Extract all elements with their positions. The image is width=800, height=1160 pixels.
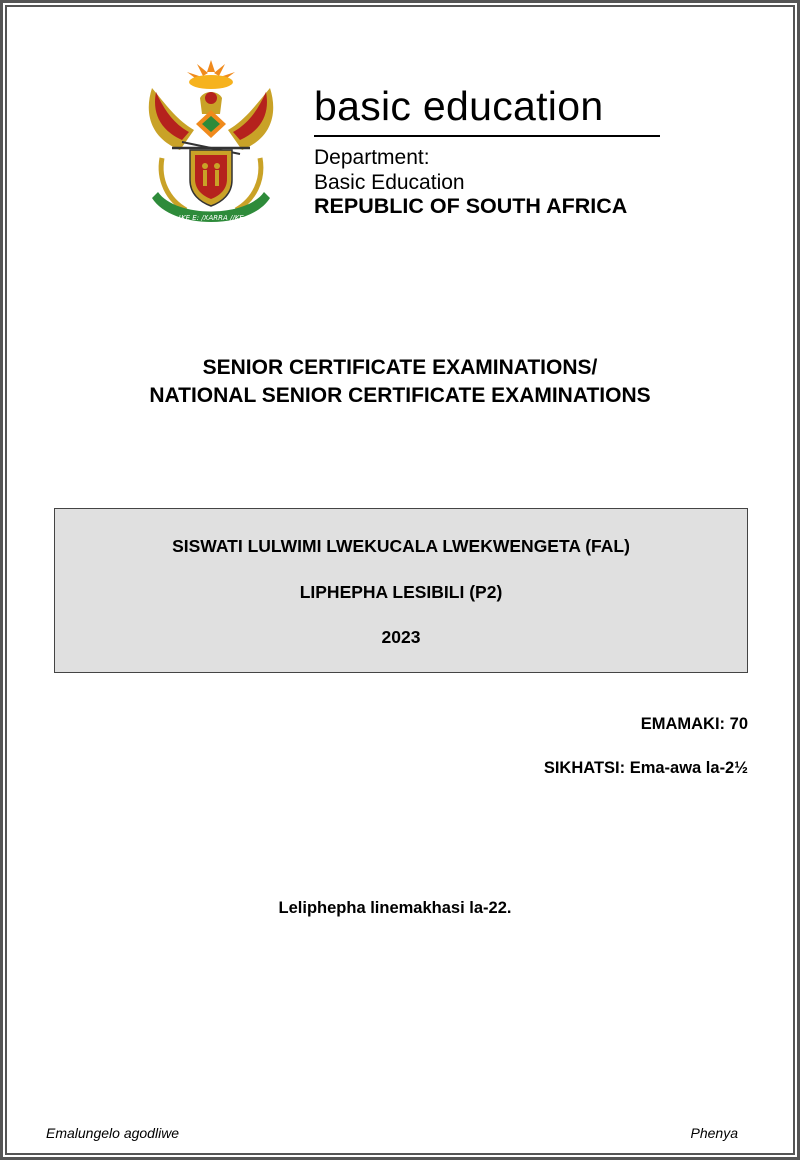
coat-of-arms-icon: [142, 58, 280, 228]
exam-year: 2023: [381, 627, 421, 647]
country-name: REPUBLIC OF SOUTH AFRICA: [314, 194, 628, 218]
brand-title: basic education: [314, 83, 604, 129]
brand-divider: [314, 135, 660, 137]
exam-title-line-2: NATIONAL SENIOR CERTIFICATE EXAMINATIONS: [149, 384, 651, 407]
department-name: Basic Education: [314, 171, 465, 194]
exam-title-line-1: SENIOR CERTIFICATE EXAMINATIONS/: [202, 356, 598, 379]
svg-text:!KE E: /XARRA //KE: !KE E: /XARRA //KE: [178, 214, 244, 222]
marks-total: EMAMAKI: 70: [640, 715, 748, 733]
department-label: Department:: [314, 146, 430, 169]
page-count-note: Leliphepha linemakhasi la-22.: [278, 899, 512, 917]
copyright-notice: Emalungelo agodliwe: [46, 1125, 180, 1141]
subject-box: [54, 508, 748, 673]
time-allowed: SIKHATSI: Ema-awa la-2½: [543, 759, 748, 777]
paper-title: LIPHEPHA LESIBILI (P2): [299, 582, 503, 602]
turn-over-note: Phenya: [690, 1125, 738, 1141]
subject-title: SISWATI LULWIMI LWEKUCALA LWEKWENGETA (FAL): [172, 536, 630, 556]
